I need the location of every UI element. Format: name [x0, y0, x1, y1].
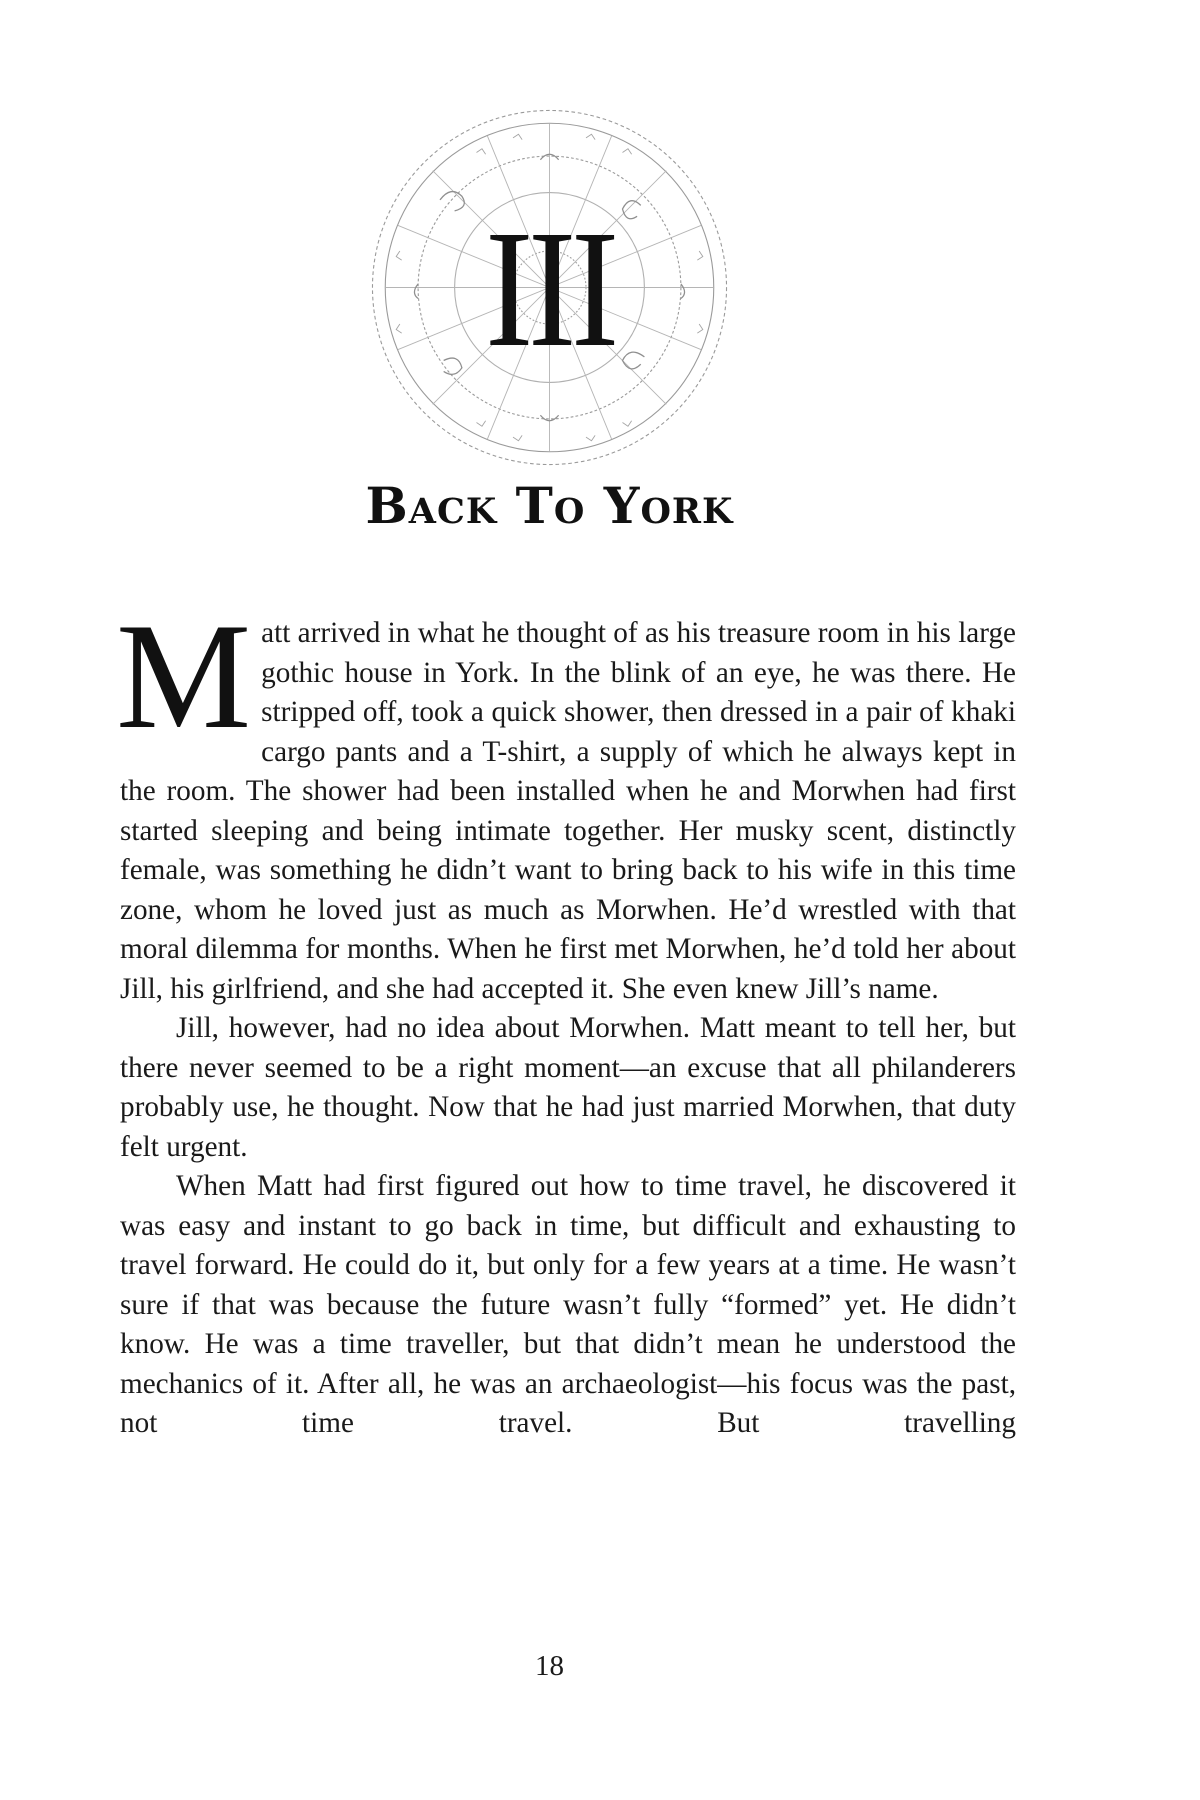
page-number: 18: [535, 1650, 564, 1682]
chapter-title: Back To York: [365, 476, 734, 535]
chapter-body: [116, 592, 1016, 1444]
paragraph-1: [116, 592, 1016, 1009]
paragraph-1-text: att arrived in what he thought of as his treasure room in his large gothic house in York. In the blink of an eye, he was there. He stripped off, took a quick shower, then dressed in a pair of khaki cargo pants and a T-shirt, a supply of which he always kept in the room. The shower had been installed when he and Morwhen had first started sleeping and being intimate together. Her musky scent, distinctly female, was something he didn’t want to bring back to his wife in this time zone, whom he loved just as much as Morwhen. He’d wrestled with that moral dilemma for months. When he first met Morwhen, he’d told her about Jill, his girlfriend, and she had accepted it. She even knew Jill’s name.: [120, 617, 1016, 1005]
paragraph-3: When Matt had first figured out how to time travel, he discovered it was easy and instant to go back in time, but difficult and exhausting to travel forward. He could do it, but only for a few years at a time. He wasn’t sure if that was because the future wasn’t fully “formed” yet. He didn’t know. He was a time traveller, but that didn’t mean he understood the mechanics of it. After all, he was an archaeologist—his focus was the past, not time travel. But travelling: [120, 1170, 1016, 1439]
paragraph-2: Jill, however, had no idea about Morwhen. Matt meant to tell her, but there never seemed to be a right moment—an excuse that all philanderers probably use, he thought. Now that he had just married Morwhen, that duty felt urgent.: [120, 1012, 1016, 1163]
drop-cap: M: [116, 592, 252, 760]
chapter-number: III: [485, 196, 615, 382]
